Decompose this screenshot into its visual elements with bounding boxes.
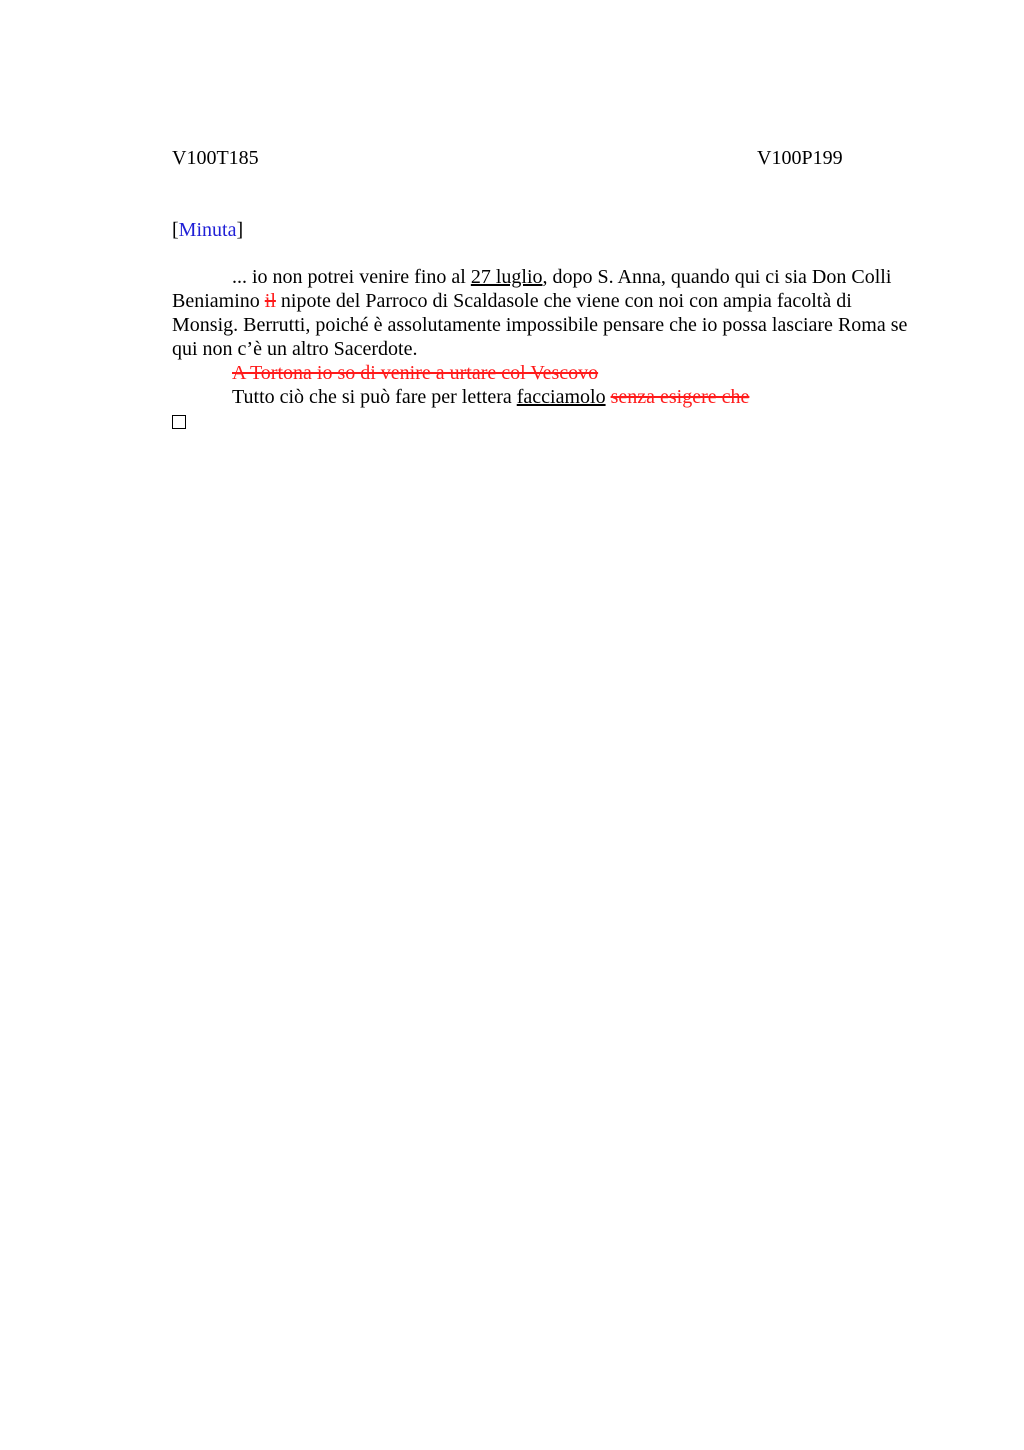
underlined-date: 27 luglio [470,266,543,288]
paragraph-1-text-b: , dopo S. Anna, quando qui ci sia Don Colli Beniamino [172,266,892,312]
paragraph-1-text-c: nipote del Parroco di Scaldasole che viene con noi con ampia facoltà di Monsig. Berrutti, poiché è assolutamente impossibile pensare che io possa lasciare Roma se qui non c’è un altro Sacerdote. [172,290,908,360]
heading-label: Minuta [178,219,237,241]
underlined-word: facciamolo [516,386,606,408]
deleted-word: il [264,290,276,312]
end-marker [172,409,917,433]
heading-open-bracket: [ [172,219,179,241]
deleted-line: A Tortona io so di venire a urtare col Vescovo [232,362,599,384]
document-code-right: V100P199 [757,147,843,169]
document-code-left: V100T185 [172,147,259,169]
paragraph-3 [172,385,917,409]
heading-close-bracket: ] [236,219,244,241]
paragraph-1-text-a: ... io non potrei venire fino al [232,266,471,288]
empty-square-icon [172,415,186,429]
paragraph-2 [172,361,917,385]
paragraph-3-text-a: Tutto ciò che si può fare per lettera [232,386,517,408]
deleted-phrase: senza esigere che [610,386,750,408]
document-type-heading [172,218,243,242]
paragraph-1 [172,265,917,361]
letter-body [172,265,917,433]
